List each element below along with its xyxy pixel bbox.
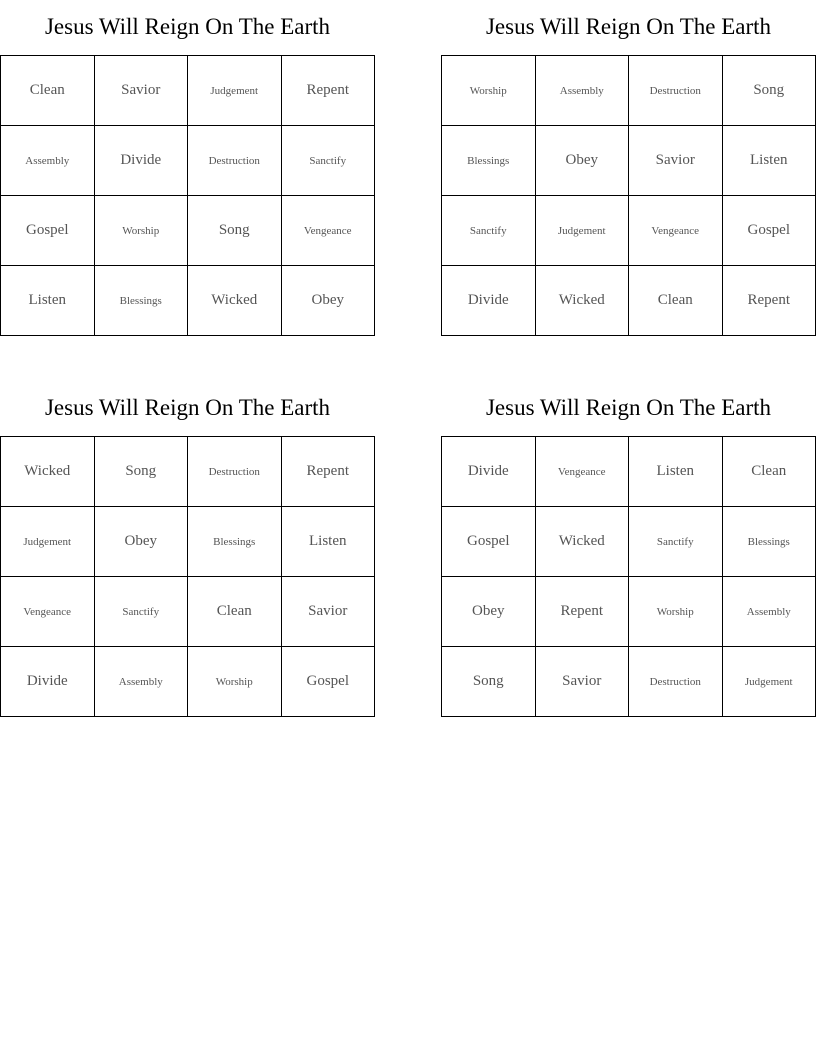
grid-cell: Wicked — [536, 266, 630, 336]
grid-cell: Wicked — [536, 507, 630, 577]
grid-cell: Clean — [723, 437, 816, 507]
bingo-grid — [0, 436, 375, 717]
card-title: Jesus Will Reign On The Earth — [44, 395, 331, 420]
grid-cell: Listen — [282, 507, 376, 577]
grid-cell: Blessings — [442, 126, 536, 196]
grid-cell: Assembly — [95, 647, 189, 717]
grid-cell: Clean — [1, 56, 95, 126]
grid-cell: Destruction — [188, 126, 282, 196]
bingo-card-1 — [0, 0, 375, 336]
grid-cell: Blessings — [188, 507, 282, 577]
bingo-card-2 — [441, 0, 816, 336]
grid-cell: Sanctify — [95, 577, 189, 647]
grid-cell: Divide — [95, 126, 189, 196]
grid-cell: Song — [723, 56, 816, 126]
grid-cell: Divide — [442, 437, 536, 507]
grid-cell: Vengeance — [282, 196, 376, 266]
bingo-grid — [0, 55, 375, 336]
grid-cell: Song — [188, 196, 282, 266]
grid-cell: Gospel — [723, 196, 816, 266]
grid-cell: Clean — [188, 577, 282, 647]
grid-cell: Repent — [723, 266, 816, 336]
grid-cell: Listen — [1, 266, 95, 336]
grid-cell: Vengeance — [629, 196, 723, 266]
grid-cell: Judgement — [723, 647, 816, 717]
grid-cell: Repent — [536, 577, 630, 647]
grid-cell: Vengeance — [1, 577, 95, 647]
bingo-card-4 — [441, 381, 816, 717]
grid-cell: Vengeance — [536, 437, 630, 507]
grid-cell: Worship — [629, 577, 723, 647]
grid-cell: Wicked — [188, 266, 282, 336]
grid-cell: Divide — [442, 266, 536, 336]
grid-cell: Obey — [536, 126, 630, 196]
grid-cell: Blessings — [723, 507, 816, 577]
grid-cell: Worship — [95, 196, 189, 266]
card-title: Jesus Will Reign On The Earth — [485, 395, 772, 420]
grid-cell: Assembly — [723, 577, 816, 647]
grid-cell: Obey — [95, 507, 189, 577]
grid-cell: Song — [442, 647, 536, 717]
grid-cell: Sanctify — [442, 196, 536, 266]
grid-cell: Assembly — [536, 56, 630, 126]
bingo-card-3 — [0, 381, 375, 717]
grid-cell: Judgement — [1, 507, 95, 577]
grid-cell: Repent — [282, 437, 376, 507]
bingo-grid — [441, 55, 816, 336]
grid-cell: Assembly — [1, 126, 95, 196]
grid-cell: Listen — [629, 437, 723, 507]
grid-cell: Listen — [723, 126, 816, 196]
grid-cell: Repent — [282, 56, 376, 126]
grid-cell: Divide — [1, 647, 95, 717]
card-title: Jesus Will Reign On The Earth — [44, 14, 331, 39]
grid-cell: Savior — [629, 126, 723, 196]
grid-cell: Wicked — [1, 437, 95, 507]
grid-cell: Gospel — [282, 647, 376, 717]
grid-cell: Obey — [282, 266, 376, 336]
grid-cell: Gospel — [1, 196, 95, 266]
grid-cell: Worship — [442, 56, 536, 126]
grid-cell: Judgement — [188, 56, 282, 126]
card-title: Jesus Will Reign On The Earth — [485, 14, 772, 39]
bingo-grid — [441, 436, 816, 717]
grid-cell: Savior — [282, 577, 376, 647]
grid-cell: Savior — [95, 56, 189, 126]
grid-cell: Worship — [188, 647, 282, 717]
grid-cell: Gospel — [442, 507, 536, 577]
grid-cell: Sanctify — [282, 126, 376, 196]
grid-cell: Savior — [536, 647, 630, 717]
grid-cell: Destruction — [629, 647, 723, 717]
grid-cell: Judgement — [536, 196, 630, 266]
grid-cell: Destruction — [188, 437, 282, 507]
grid-cell: Blessings — [95, 266, 189, 336]
grid-cell: Song — [95, 437, 189, 507]
grid-cell: Obey — [442, 577, 536, 647]
grid-cell: Destruction — [629, 56, 723, 126]
grid-cell: Sanctify — [629, 507, 723, 577]
grid-cell: Clean — [629, 266, 723, 336]
